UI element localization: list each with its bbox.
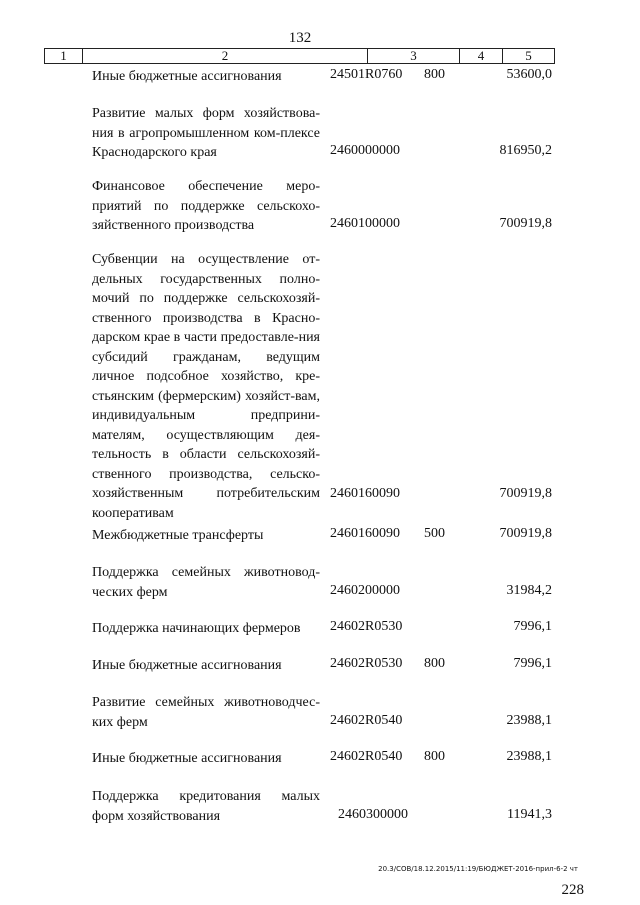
header-col-2: 2 bbox=[83, 49, 368, 63]
row-type: 800 bbox=[424, 656, 445, 671]
table-header bbox=[44, 48, 555, 64]
row-type: 500 bbox=[424, 526, 445, 541]
row-amount: 700919,8 bbox=[499, 526, 552, 541]
header-col-3: 3 bbox=[368, 49, 460, 63]
row-name: Иные бюджетные ассигнования bbox=[92, 658, 282, 673]
header-col-1: 1 bbox=[45, 49, 83, 63]
row-name: Поддержка начинающих фермеров bbox=[92, 621, 301, 636]
row-amount: 816950,2 bbox=[499, 143, 552, 158]
row-name: Иные бюджетные ассигнования bbox=[92, 751, 282, 766]
row-code: 24602R0530 bbox=[330, 656, 403, 671]
row-code: 24602R0530 bbox=[330, 619, 403, 634]
row-amount: 700919,8 bbox=[499, 216, 552, 231]
row-code: 2460300000 bbox=[338, 807, 408, 822]
page-number: 132 bbox=[288, 30, 312, 46]
row-type: 800 bbox=[424, 67, 445, 82]
row-code: 24602R0540 bbox=[330, 713, 403, 728]
row-amount: 23988,1 bbox=[506, 713, 552, 728]
row-amount: 53600,0 bbox=[506, 67, 552, 82]
row-code: 2460100000 bbox=[330, 216, 400, 231]
row-code: 24602R0540 bbox=[330, 749, 403, 764]
header-col-5: 5 bbox=[525, 48, 532, 63]
row-code: 2460200000 bbox=[330, 583, 400, 598]
footer-document-code: 20.3/СОВ/18.12.2015/11:19/БЮДЖЕТ-2016-прил-6-2 чт bbox=[378, 865, 578, 873]
row-code: 24501R0760 bbox=[330, 67, 403, 82]
row-code: 2460160090 bbox=[330, 486, 400, 501]
row-name: Развитие малых форм хозяйствова-ния в агропромышленном ком-плексе Краснодарского края bbox=[92, 106, 320, 160]
row-name: Финансовое обеспечение меро-приятий по поддержке сельскохо-зяйственного производства bbox=[92, 179, 320, 233]
row-amount: 7996,1 bbox=[513, 656, 552, 671]
row-name: Развитие семейных животноводчес-ких ферм bbox=[92, 695, 320, 730]
row-name: Поддержка семейных животновод-ческих ферм bbox=[92, 565, 320, 600]
row-amount: 700919,8 bbox=[499, 486, 552, 501]
row-amount: 7996,1 bbox=[513, 619, 552, 634]
row-code: 2460000000 bbox=[330, 143, 400, 158]
row-name: Межбюджетные трансферты bbox=[92, 528, 264, 543]
row-amount: 11941,3 bbox=[507, 807, 552, 822]
row-name: Поддержка кредитования малых форм хозяйствования bbox=[92, 789, 320, 824]
row-type: 800 bbox=[424, 749, 445, 764]
row-name: Субвенции на осуществление от-дельных государственных полно-мочий по поддержке сельскохозяй-ственного производства в Красно-дарском крае в части предоставле-ния субсидий гражданам, ведущим личное подсобное хозяйство, кре-стьянским (фермерским) хозяйст-вам, индивидуальным предприни-мателям, осуществляющим дея-тельность в области сельскохозяй-ственного производства, сельско-хозяйственным потребительским кооперативам bbox=[92, 252, 320, 521]
row-amount: 23988,1 bbox=[506, 749, 552, 764]
header-col-4: 4 bbox=[460, 49, 503, 63]
footer-page-number: 228 bbox=[561, 882, 584, 898]
row-name: Иные бюджетные ассигнования bbox=[92, 69, 282, 84]
row-amount: 31984,2 bbox=[506, 583, 552, 598]
row-code: 2460160090 bbox=[330, 526, 400, 541]
